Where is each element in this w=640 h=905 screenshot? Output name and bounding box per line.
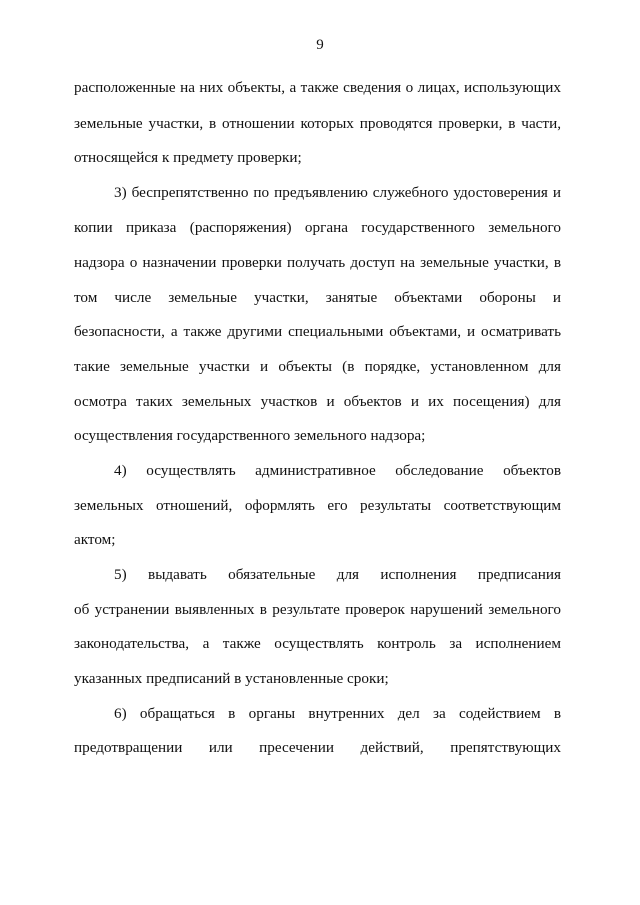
text-line: предотвращении или пресечении действий, препятствующих (74, 739, 561, 756)
text-line: 6) обращаться в органы внутренних дел за содействием в (114, 705, 561, 722)
text-line: земельные участки, в отношении которых проводятся проверки, в части, (74, 115, 561, 132)
text-line: 3) беспрепятственно по предъявлению служебного удостоверения и (114, 184, 561, 201)
text-line: расположенные на них объекты, а также сведения о лицах, использующих (74, 79, 561, 96)
text-line: актом; (74, 531, 116, 548)
text-line: 4) осуществлять административное обследование объектов (114, 462, 561, 479)
text-line: об устранении выявленных в результате проверок нарушений земельного (74, 601, 561, 618)
text-line: осмотра таких земельных участков и объектов и их посещения) для (74, 393, 561, 410)
text-line: надзора о назначении проверки получать доступ на земельные участки, в (74, 254, 561, 271)
text-line: земельных отношений, оформлять его результаты соответствующим (74, 497, 561, 514)
text-line: указанных предписаний в установленные сроки; (74, 670, 389, 687)
text-line: осуществления государственного земельного надзора; (74, 427, 426, 444)
text-line: копии приказа (распоряжения) органа государственного земельного (74, 219, 561, 236)
text-line: такие земельные участки и объекты (в порядке, установленном для (74, 358, 561, 375)
text-line: том числе земельные участки, занятые объектами обороны и (74, 289, 561, 306)
text-line: законодательства, а также осуществлять контроль за исполнением (74, 635, 561, 652)
text-line: 5) выдавать обязательные для исполнения предписания (114, 566, 561, 583)
page-number: 9 (316, 37, 324, 53)
text-line: безопасности, а также другими специальными объектами, и осматривать (74, 323, 561, 340)
text-line: относящейся к предмету проверки; (74, 149, 302, 166)
